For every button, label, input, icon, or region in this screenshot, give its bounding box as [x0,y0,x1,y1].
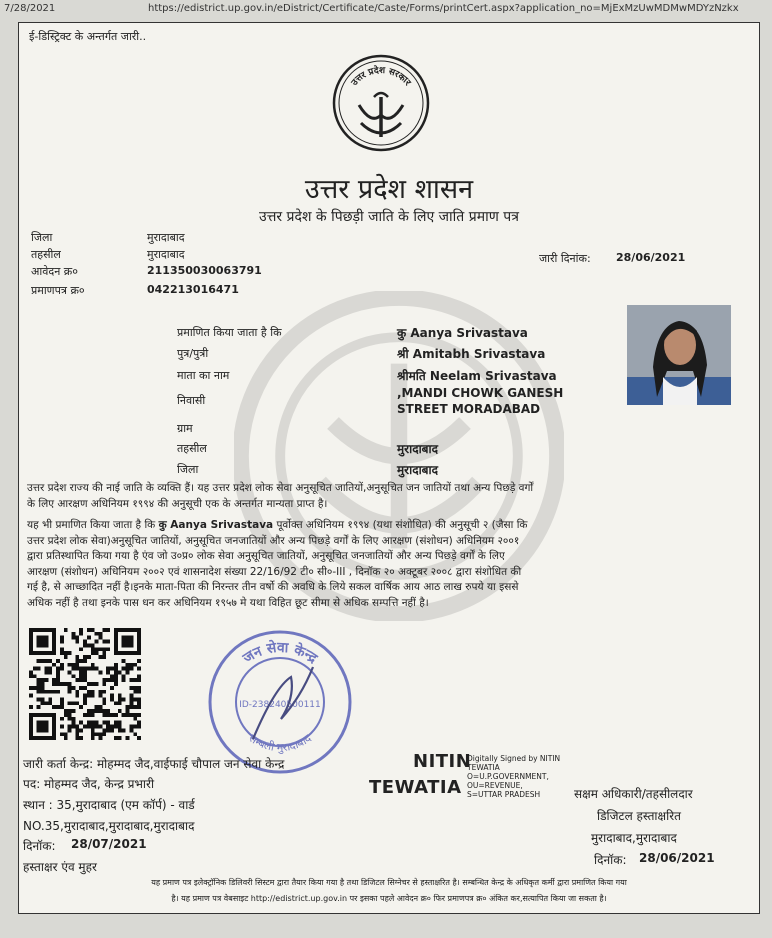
qr-code-icon [29,628,141,740]
issue-date-value: 28/06/2021 [616,251,686,264]
footer-note-line-2: है। यह प्रमाण पत्र वेबसाइट http://edistrict.up.gov.in पर इसका पहले आवेदन क्र० फिर प्रमाणपत्र क्र० अंकित कर,सत्यापित किया जा सकता है। [171,894,607,903]
authority-date-value: 28/06/2021 [639,851,715,865]
certification-line-1-start: यह भी प्रमाणित किया जाता है कि [27,519,159,531]
person-district-value: मुरादाबाद [397,463,439,477]
issuer-date-value: 28/07/2021 [71,837,147,851]
certificate-number: 042213016471 [147,283,239,296]
authority-title: सक्षम अधिकारी/तहसीलदार [574,787,693,801]
village-label: ग्राम [177,422,193,435]
certification-line-3: द्वारा प्रतिस्थापित किया गया है एंव जो उ०प्र० लोक सेवा अनुसूचित जातियों, अनुसूचित जनजातियों और अन्य पिछड़े वर्गों के लिए [27,550,505,562]
parent-label: पुत्र/पुत्री [177,347,209,360]
address-line-1: ,MANDI CHOWK GANESH [397,386,564,400]
certificate-title: उत्तर प्रदेश शासन [304,174,474,205]
application-label: आवेदन क्र० [31,265,78,278]
tehsil-label: तहसील [31,248,61,261]
issuer-place-line-2: NO.35,मुरादाबाद,मुरादाबाद,मुरादाबाद [23,819,195,833]
svg-text:जन सेवा केन्द्र [239,639,320,667]
certificate-subtitle: उत्तर प्रदेश के पिछड़ी जाति के लिए जाति प्रमाण पत्र [259,209,519,225]
emblem-text: उत्तर प्रदेश सरकार [349,65,413,88]
authority-sign-type: डिजिटल हस्ताक्षरित [597,809,681,823]
seal-bottom-text: सम्बली मुरादाबाद [246,731,314,755]
signer-name-line-2: TEWATIA [369,777,462,798]
seal-id-text: ID-238240500111 [239,700,321,710]
issuer-place-line-1: स्थान : 35,मुरादाबाद (एम कॉर्प) - वार्ड [23,798,195,812]
header-note: ई-डिस्ट्रिक्ट के अन्तर्गत जारी.. [29,30,147,43]
certification-paragraph [27,518,749,611]
caste-statement [27,481,749,512]
person-district-label: जिला [177,463,199,476]
resident-label: निवासी [177,394,206,407]
seal-top-text: जन सेवा केन्द्र [240,639,320,667]
certify-label: प्रमाणित किया जाता है कि [177,326,282,339]
caste-certificate [18,22,760,914]
district-value: मुरादाबाद [147,231,185,244]
issuing-center: जारी कर्ता केन्द्र: मोहम्मद जैद,वाईफाई चौपाल जन सेवा केन्द्र [23,757,285,771]
digital-signature-details: Digitally Signed by NITIN TEWATIA O=U.P.GOVERNMENT, OU=REVENUE, S=UTTAR PRADESH [467,754,561,799]
father-name: श्री Amitabh Srivastava [397,347,546,361]
applicant-name: कु Aanya Srivastava [397,326,528,340]
browser-print-header [0,0,772,20]
certification-line-6: अधिक नहीं है तथा इनके पास धन कर अधिनियम १९५७ मे यथा विहित छूट सीमा से अधिक सम्पत्ति नहीं है। [27,596,429,609]
caste-statement-line-1: उत्तर प्रदेश राज्य की नाई जाति के व्यक्ति हैं। यह उत्तर प्रदेश लोक सेवा अनुसूचित जातियों,अनुसूचित जन जातियों तथा अन्य पिछड़े वर्गों [27,482,534,494]
footer-note-line-1: यह प्रमाण पत्र इलेक्ट्रॉनिक डिलिवरी सिस्टम द्वारा तैयार किया गया है तथा डिजिटल सिग्नेचर से हस्ताक्षरित है। सम्बन्धित केन्द्र के अधिकृत कर्मी द्वारा प्रमाणित किया गया [151,878,627,887]
certification-line-4: आरक्षण (संशोधन) अधिनियम २००२ एवं शासनादेश संख्या 22/16/92 टी० सी०-III , दिनॉक २० अक्टूबर २००८ द्वारा संशोधित की [27,565,522,578]
issue-date-label: जारी दिनांक: [539,252,591,265]
applicant-photo [627,305,731,405]
authority-date-label: दिनॉक: [594,853,627,867]
signature-seal-label: हस्ताक्षर एंव मुहर [23,860,97,874]
certification-line-1-end: पूर्वोक्त अधिनियम १९९४ (यथा संशोधित) की अनुसूची २ (जैसा कि [273,519,528,531]
certification-line-2: उत्तर प्रदेश लोक सेवा)अनुसूचित जातियों, अनुसूचित जनजातियों और अन्य पिछड़े वर्गों के लिए आरक्षण (संशोधन) अधिनियम २००१ [27,534,520,547]
up-government-emblem-icon [331,53,431,153]
certification-line-5: गई है, से आच्छादित नहीं है।इनके माता-पिता की निरन्तर तीन वर्षो की अवधि के लिये सकल वार्षिक आय आठ लाख रुपये या इससे [27,581,519,593]
authority-location: मुरादाबाद,मुरादाबाद [591,831,677,845]
print-date: 7/28/2021 [4,3,56,14]
tehsil-value: मुरादाबाद [147,248,185,261]
address-line-2: STREET MORADABAD [397,402,541,416]
certification-line-1 [27,518,749,534]
issuer-date-label: दिनॉक: [23,839,56,853]
caste-statement-line-2: के लिए आरक्षण अधिनियम १९९४ की अनुसूची एक के अन्तर्गत मान्यता प्राप्त है। [27,497,328,510]
district-label: जिला [31,231,53,244]
certificate-number-label: प्रमाणपत्र क्र० [31,284,85,297]
signer-name-line-1: NITIN [413,751,472,772]
person-tehsil-label: तहसील [177,442,207,455]
certification-applicant-name: कु Aanya Srivastava [158,519,274,531]
issuer-post: पद: मोहम्मद जैद, केन्द्र प्रभारी [23,777,155,791]
application-number: 211350030063791 [147,264,262,277]
person-tehsil-value: मुरादाबाद [397,442,439,456]
print-url: https://edistrict.up.gov.in/eDistrict/Certificate/Caste/Forms/printCert.aspx?application_no=MjExMzUwMDMwMDYzNzkx [148,3,739,14]
mother-label: माता का नाम [177,369,230,382]
svg-text:सम्बली मुरादाबाद [246,732,313,754]
mother-name: श्रीमति Neelam Srivastava [397,369,557,383]
